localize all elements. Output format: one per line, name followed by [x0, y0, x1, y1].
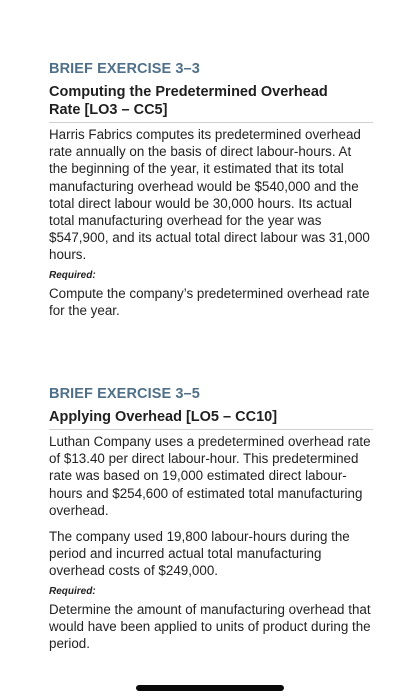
exercise-paragraph: Luthan Company uses a predetermined overhead rate of $13.40 per direct labour-hour. This predetermined rate was based on 19,000 estimated direct labour-hours and $254,600 of estimated total manufacturing overhead.	[49, 434, 371, 518]
exercise-title-line: Applying Overhead [LO5 – CC10]	[49, 409, 278, 425]
exercise-title-line: Computing the Predetermined Overhead	[49, 84, 328, 100]
required-label: Required:	[49, 585, 96, 597]
exercise-label: BRIEF EXERCISE 3–3	[49, 61, 200, 77]
exercise-paragraph: Harris Fabrics computes its predetermined overhead rate annually on the basis of direct labour-hours. At the beginning of the year, it estimated that its total manufacturing overhead would be $540,000 and the total direct labour would be 30,000 hours. Its actual total manufacturing overhead for the year was $547,900, and its actual total direct labour was 31,000 hours.	[49, 127, 370, 263]
exercise-3-3	[49, 60, 373, 319]
exercise-label: BRIEF EXERCISE 3–5	[49, 386, 200, 402]
exercise-title	[49, 408, 373, 430]
exercise-3-5	[49, 385, 373, 652]
exercise-title	[49, 83, 373, 123]
required-text: Determine the amount of manufacturing overhead that would have been applied to units of product during the period.	[49, 601, 371, 652]
exercise-paragraph: The company used 19,800 labour-hours during the period and incurred actual total manufacturing overhead costs of $249,000.	[49, 529, 350, 579]
required-text: Compute the company’s predetermined overhead rate for the year.	[49, 285, 370, 318]
home-indicator[interactable]	[136, 685, 284, 691]
exercise-title-line: Rate [LO3 – CC5]	[49, 102, 168, 118]
required-label: Required:	[49, 269, 96, 281]
